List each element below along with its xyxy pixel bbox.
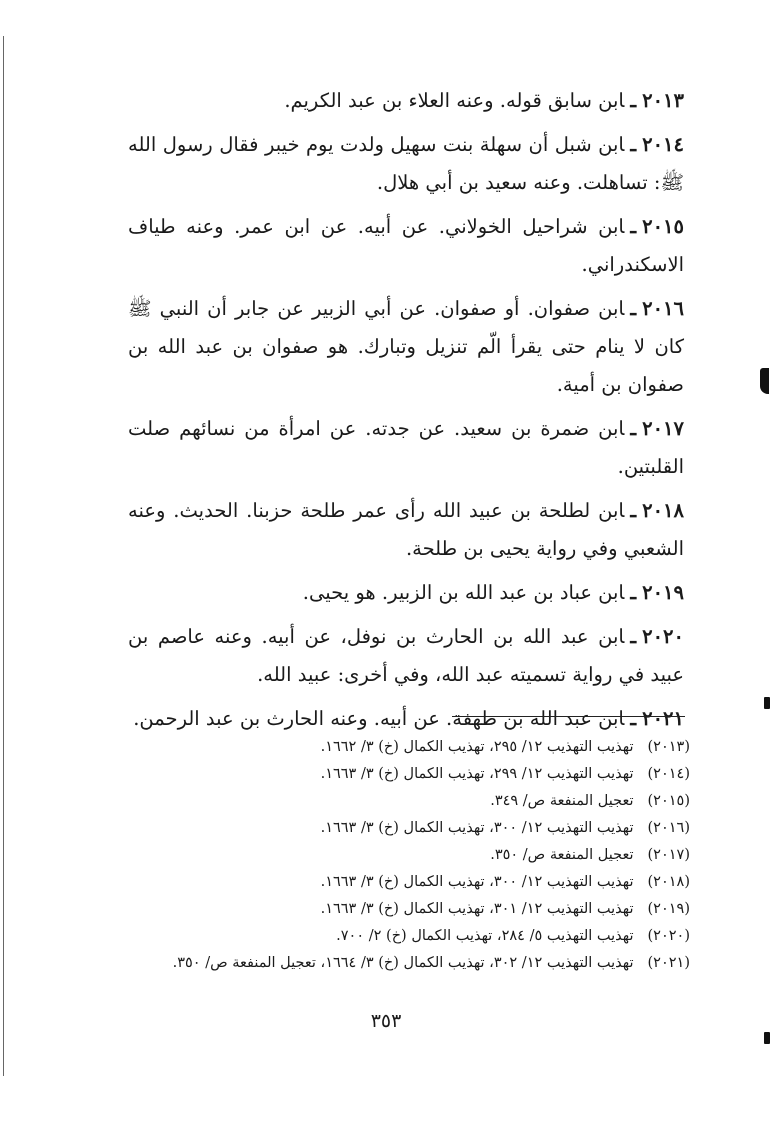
footnote-text: تهذيب التهذيب ١٢/ ٢٩٩، تهذيب الكمال (خ) ٣/ ١٦٦٣. [320,766,634,782]
scan-artifact-mark [764,1032,770,1044]
entry-2013 [128,82,684,120]
entry-number: ٢٠٢٠ [642,625,684,648]
binding-edge-line [3,36,4,1076]
entry-2015 [128,208,684,284]
footnote-text: تهذيب التهذيب ١٢/ ٣٠٠، تهذيب الكمال (خ) ٣/ ١٦٦٣. [320,874,634,890]
entry-text: ابن عبد الله بن طهفة. عن أبيه. وعنه الحارث بن عبد الرحمن. [133,707,625,730]
entry-text: ابن شراحيل الخولاني. عن أبيه. عن ابن عمر. وعنه طياف الاسكندراني. [128,215,684,276]
entry-number: ٢٠١٣ [642,89,684,112]
footnote-2014 [128,761,690,788]
entry-dash: ـ [630,89,637,112]
entry-dash: ـ [630,499,637,522]
footnote-2019 [128,896,690,923]
entry-dash: ـ [630,625,637,648]
entry-2021 [128,700,684,738]
footnote-number: (٢٠٢٠) [647,928,690,944]
footnote-text: تهذيب التهذيب ٥/ ٢٨٤، تهذيب الكمال (خ) ٢/ ٧٠٠. [336,928,634,944]
entry-number: ٢٠١٨ [642,499,684,522]
entry-text: ابن ضمرة بن سعيد. عن جدته. عن امرأة من نسائهم صلت القلبتين. [128,417,684,478]
entries-list [128,82,684,744]
entry-number: ٢٠١٧ [642,417,684,440]
entry-dash: ـ [630,707,637,730]
footnote-2020 [128,923,690,950]
footnote-text: تعجيل المنفعة ص/ ٣٤٩. [490,793,634,809]
footnote-number: (٢٠١٩) [647,901,690,917]
footnote-2016 [128,815,690,842]
footnote-number: (٢٠١٣) [647,739,690,755]
entry-number: ٢٠١٦ [642,297,684,320]
scan-artifact-mark [764,697,770,709]
entry-dash: ـ [630,581,637,604]
entry-2014 [128,126,684,202]
footnote-number: (٢٠١٦) [647,820,690,836]
entry-number: ٢٠١٥ [642,215,684,238]
footnote-number: (٢٠١٤) [647,766,690,782]
footnote-number: (٢٠١٨) [647,874,690,890]
footnote-2015 [128,788,690,815]
footnote-text: تهذيب التهذيب ١٢/ ٣٠١، تهذيب الكمال (خ) ٣/ ١٦٦٣. [320,901,634,917]
entry-2017 [128,410,684,486]
footnote-2018 [128,869,690,896]
entry-text: ابن شبل أن سهلة بنت سهيل ولدت يوم خيبر فقال رسول الله ﷺ: تساهلت. وعنه سعيد بن أبي هلال. [128,133,684,194]
footnote-number: (٢٠١٧) [647,847,690,863]
entry-dash: ـ [630,297,637,320]
footnote-2021 [128,950,690,977]
footnote-text: تهذيب التهذيب ١٢/ ٢٩٥، تهذيب الكمال (خ) ٣/ ١٦٦٢. [320,739,634,755]
footnote-text: تهذيب التهذيب ١٢/ ٣٠٢، تهذيب الكمال (خ) ٣/ ١٦٦٤، تعجيل المنفعة ص/ ٣٥٠. [172,955,634,971]
footnote-separator [452,716,685,717]
entry-text: ابن عبد الله بن الحارث بن نوفل، عن أبيه. وعنه عاصم بن عبيد في رواية تسميته عبد الله، وفي أخرى: عبيد الله. [128,625,684,686]
footnotes-list [128,734,690,977]
entry-2019 [128,574,684,612]
entry-number: ٢٠١٩ [642,581,684,604]
entry-number: ٢٠١٤ [642,133,684,156]
footnote-2013 [128,734,690,761]
entry-text: ابن سابق قوله. وعنه العلاء بن عبد الكريم. [284,89,625,112]
entry-text: ابن عباد بن عبد الله بن الزبير. هو يحيى. [302,581,625,604]
footnote-number: (٢٠١٥) [647,793,690,809]
entry-2018 [128,492,684,568]
entry-dash: ـ [630,417,637,440]
footnote-2017 [128,842,690,869]
entry-dash: ـ [630,133,637,156]
footnote-number: (٢٠٢١) [647,955,690,971]
entry-number: ٢٠٢١ [642,707,684,730]
footnote-text: تعجيل المنفعة ص/ ٣٥٠. [490,847,634,863]
page-number: ٣٥٣ [370,1010,402,1032]
entry-2020 [128,618,684,694]
scan-artifact-mark [760,368,769,394]
entry-text: ابن صفوان. أو صفوان. عن أبي الزبير عن جابر أن النبي ﷺ كان لا ينام حتى يقرأ الّم تنزيل وتبارك. هو صفوان بن عبد الله بن صفوان بن أمية. [128,297,684,396]
entry-text: ابن لطلحة بن عبيد الله رأى عمر طلحة حزبنا. الحديث. وعنه الشعبي وفي رواية يحيى بن طلحة. [128,499,684,560]
footnote-text: تهذيب التهذيب ١٢/ ٣٠٠، تهذيب الكمال (خ) ٣/ ١٦٦٣. [320,820,634,836]
entry-dash: ـ [630,215,637,238]
entry-2016 [128,290,684,404]
